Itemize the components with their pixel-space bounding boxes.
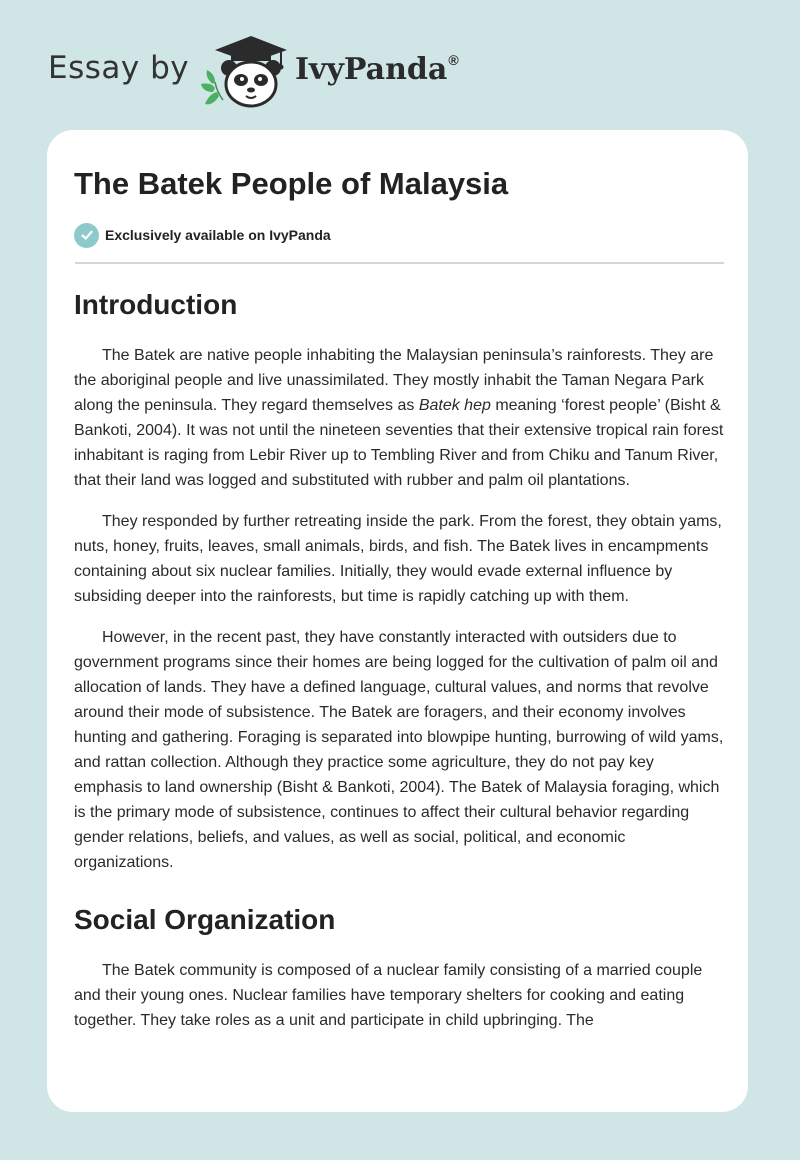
- exclusive-text: Exclusively available on IvyPanda: [105, 227, 331, 243]
- site-header: [48, 30, 548, 110]
- paragraph: The Batek are native people inhabiting the Malaysian peninsula’s rainforests. They are the aboriginal people and live unassimilated. They mostly inhabit the Taman Negara Park along the peninsula. They regard themselves as Batek hep meaning ‘forest people’ (Bisht & Bankoti, 2004). It was not until the nineteen seventies that their extensive tropical rain forest inhabitant is raging from Lebir River up to Tembling River and from Chiku and Tanum River, that their land was logged and substituted with rubber and palm oil plantations.: [74, 347, 724, 489]
- essay-content: [74, 130, 724, 1033]
- exclusive-badge: [74, 222, 724, 248]
- essay-card: [47, 130, 748, 1112]
- emphasis-batek-hep: Batek hep: [418, 397, 491, 414]
- panda-logo-icon: [201, 30, 293, 112]
- title-divider: [75, 262, 724, 264]
- trademark-mark: ®: [448, 52, 459, 68]
- paragraph: However, in the recent past, they have constantly interacted with outsiders due to government programs since their homes are being logged for the cultivation of palm oil and allocation of lands. They have a defined language, cultural values, and norms that revolve around their mode of subsistence. The Batek are foragers, and their economy involves hunting and gathering. Foraging is separated into blowpipe hunting, burrowing of wild yams, and rattan collection. Although they practice some agriculture, they do not pay key emphasis to land ownership (Bisht & Bankoti, 2004). The Batek of Malaysia foraging, which is the primary mode of subsistence, continues to affect their cultural behavior regarding gender relations, beliefs, and values, as well as social, political, and economic organizations.: [74, 629, 724, 871]
- check-icon: [74, 223, 99, 248]
- brand-name: IvyPanda®: [295, 52, 459, 87]
- paragraph: The Batek community is composed of a nuclear family consisting of a married couple and their young ones. Nuclear families have temporary shelters for cooking and eating together. They take roles as a unit and participate in child upbringing. The: [74, 962, 703, 1029]
- essay-by-label: Essay by: [48, 50, 190, 86]
- essay-title: The Batek People of Malaysia: [74, 166, 509, 201]
- section-heading-social-organization: Social Organization: [74, 904, 336, 935]
- paragraph: They responded by further retreating inside the park. From the forest, they obtain yams, nuts, honey, fruits, leaves, small animals, birds, and fish. The Batek lives in encampments containing about six nuclear families. Initially, they would evade external influence by subsiding deeper into the rainforests, but time is rapidly catching up with them.: [74, 513, 722, 605]
- section-heading-introduction: Introduction: [74, 289, 238, 320]
